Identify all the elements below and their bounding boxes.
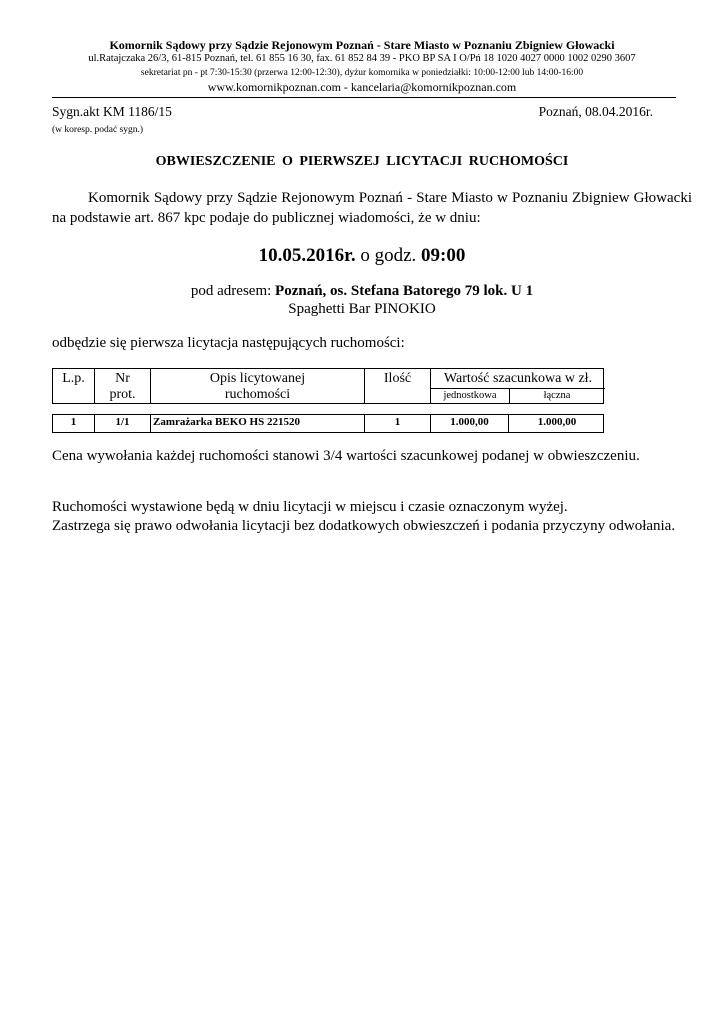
auction-address <box>0 283 724 300</box>
th-nr: Nr prot. <box>95 369 151 403</box>
td-opis: Zamrażarka BEKO HS 221520 <box>151 415 365 432</box>
address-value: Poznań, os. Stefana Batorego 79 lok. U 1 <box>275 283 534 299</box>
items-lead: odbędzie się pierwsza licytacja następujących ruchomości: <box>52 335 405 351</box>
auction-at: o godz. <box>355 245 422 266</box>
td-lp: 1 <box>53 415 95 432</box>
intro-paragraph <box>52 188 692 228</box>
display-info: Ruchomości wystawione będą w dniu licytacji w miejscu i czasie oznaczonym wyżej. <box>52 499 568 515</box>
td-jednostkowa: 1.000,00 <box>431 415 509 432</box>
table-header <box>52 368 604 404</box>
td-laczna: 1.000,00 <box>537 416 577 428</box>
intro-text-1: Komornik Sądowy przy Sądzie Rejonowym Poznań - Stare Miasto w Poznaniu Zbigniew Głowacki na podstawie art. 867 kpc podaje do publicznej wiadomości, <box>52 190 692 226</box>
letterhead-address: ul.Ratajczaka 26/3, 61-815 Poznań, tel. 61 855 16 30, fax. 61 852 84 39 - PKO BP SA I O/Pń 18 1020 4027 0000 1002 0290 3607 <box>88 53 636 64</box>
auction-date: 10.05.2016r. <box>258 245 356 266</box>
document-date: Poznań, 08.04.2016r. <box>538 104 653 119</box>
letterhead-title: Komornik Sądowy przy Sądzie Rejonowym Poznań - Stare Miasto w Poznaniu Zbigniew Głowacki <box>109 38 615 52</box>
auction-datetime <box>0 245 724 267</box>
auction-time: 09:00 <box>421 245 466 266</box>
notice-title: OBWIESZCZENIE O PIERWSZEJ LICYTACJI RUCHOMOŚCI <box>155 154 569 169</box>
address-label: pod adresem: <box>190 283 276 299</box>
price-note: Cena wywołania każdej ruchomości stanowi 3/4 wartości szacunkowej podanej w obwieszczeniu. <box>52 448 640 464</box>
letterhead-divider <box>52 97 676 98</box>
td-nr: 1/1 <box>95 415 151 432</box>
correspondence-note: (w koresp. podać sygn.) <box>52 125 144 135</box>
intro-text-2: że w dniu: <box>418 210 481 226</box>
auction-venue: Spaghetti Bar PINOKIO <box>288 301 436 317</box>
cancellation-info: Zastrzega się prawo odwołania licytacji bez dodatkowych obwieszczeń i podania przyczyny odwołania. <box>52 518 676 534</box>
th-wartosc-divider <box>431 388 605 389</box>
letterhead-hours: sekretariat pn - pt 7:30-15:30 (przerwa 12:00-12:30), dyżur komornika w poniedziałki: 10:00-12:00 lub 14:00-16:00 <box>140 68 584 78</box>
th-opis: Opis licytowanej ruchomości <box>151 369 365 403</box>
case-signature: Sygn.akt KM 1186/15 <box>52 104 172 119</box>
td-ilosc: 1 <box>365 415 431 432</box>
th-ilosc: Ilość <box>365 369 431 403</box>
letterhead-contact: www.komornikpoznan.com - kancelaria@komornikpoznan.com <box>207 80 517 94</box>
table-row <box>52 414 604 433</box>
th-lp: L.p. <box>53 369 95 403</box>
th-wartosc: Wartość szacunkowa w zł. jednostkowa łączna <box>431 369 605 403</box>
